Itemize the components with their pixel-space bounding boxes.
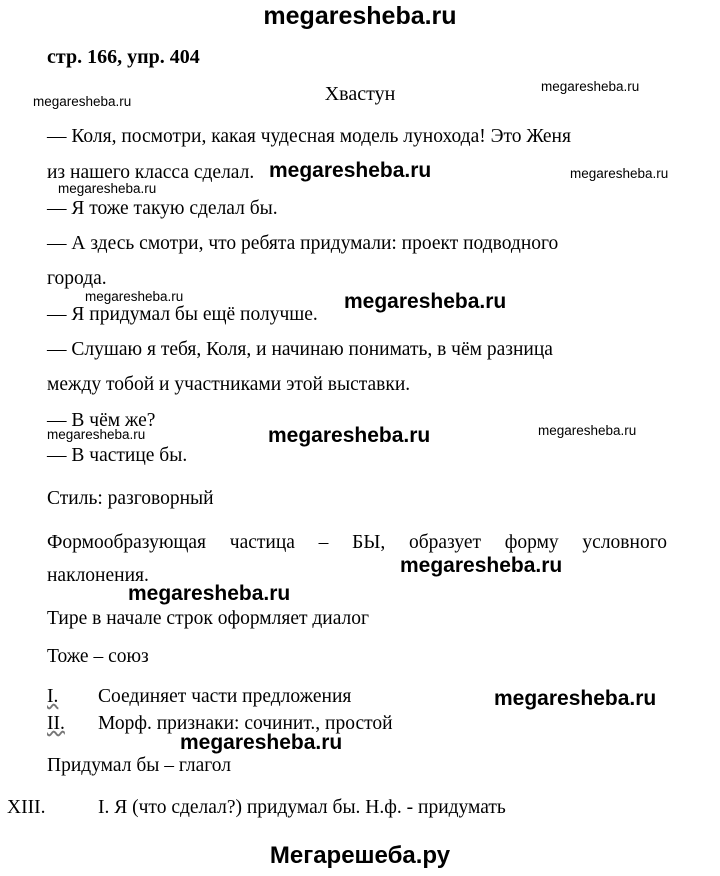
dialogue-line: — Я тоже такую сделал бы.	[47, 198, 278, 219]
word: частица	[229, 532, 295, 553]
section-reference: стр. 166, упр. 404	[47, 46, 200, 68]
word: Формообразующая	[47, 532, 207, 553]
watermark-small: megaresheba.ru	[58, 181, 157, 196]
watermark-big: megaresheba.ru	[269, 159, 432, 182]
word: –	[318, 532, 329, 553]
word: БЫ,	[352, 532, 386, 553]
watermark-big: megaresheba.ru	[180, 731, 343, 754]
pridumal-note: Придумал бы – глагол	[47, 755, 231, 776]
story-title: Хвастун	[324, 83, 396, 105]
dialogue-line: — В частице бы.	[47, 445, 188, 466]
dialogue-line: — Слушаю я тебя, Коля, и начинаю понимать, в чём разница	[47, 339, 553, 360]
dialogue-line: города.	[47, 268, 107, 289]
xiii-text: I. Я (что сделал?) придумал бы. Н.ф. - придумать	[98, 797, 506, 818]
watermark-small: megaresheba.ru	[570, 166, 669, 181]
watermark-small: megaresheba.ru	[47, 427, 146, 442]
dash-note: Тире в начале строк оформляет диалог	[47, 608, 370, 629]
dialogue-line: из нашего класса сделал.	[47, 162, 255, 183]
word: образует	[408, 532, 482, 553]
style-note: Стиль: разговорный	[47, 488, 214, 509]
watermark-small: megaresheba.ru	[538, 423, 637, 438]
xiii-label: XIII.	[7, 797, 46, 818]
dialogue-line: — А здесь смотри, что ребята придумали: проект подводного	[47, 233, 559, 254]
list-number: II.	[47, 713, 65, 734]
watermark-small: megaresheba.ru	[33, 94, 132, 109]
particle-note-end: наклонения.	[47, 565, 149, 586]
list-number: I.	[47, 686, 59, 707]
site-header[interactable]: megaresheba.ru	[263, 2, 457, 30]
list-text: Морф. признаки: сочинит., простой	[98, 713, 393, 734]
dialogue-line: — Коля, посмотри, какая чудесная модель лунохода! Это Женя	[47, 126, 571, 147]
watermark-big: megaresheba.ru	[344, 290, 507, 313]
word: условного	[582, 532, 667, 553]
dialogue-line: — Я придумал бы ещё получше.	[47, 304, 318, 325]
watermark-big: megaresheba.ru	[268, 424, 431, 447]
watermark-small: megaresheba.ru	[85, 289, 184, 304]
list-text: Соединяет части предложения	[98, 686, 352, 707]
dialogue-line: — В чём же?	[47, 410, 156, 431]
particle-note-line	[47, 532, 667, 554]
site-footer[interactable]: Мегарешеба.ру	[269, 842, 451, 869]
tozhe-note: Тоже – союз	[47, 646, 149, 667]
watermark-big: megaresheba.ru	[400, 554, 563, 577]
watermark-big: megaresheba.ru	[128, 582, 291, 605]
dialogue-line: между тобой и участниками этой выставки.	[47, 374, 411, 395]
watermark-big: megaresheba.ru	[494, 687, 657, 710]
word: форму	[504, 532, 559, 553]
watermark-small: megaresheba.ru	[541, 79, 640, 94]
